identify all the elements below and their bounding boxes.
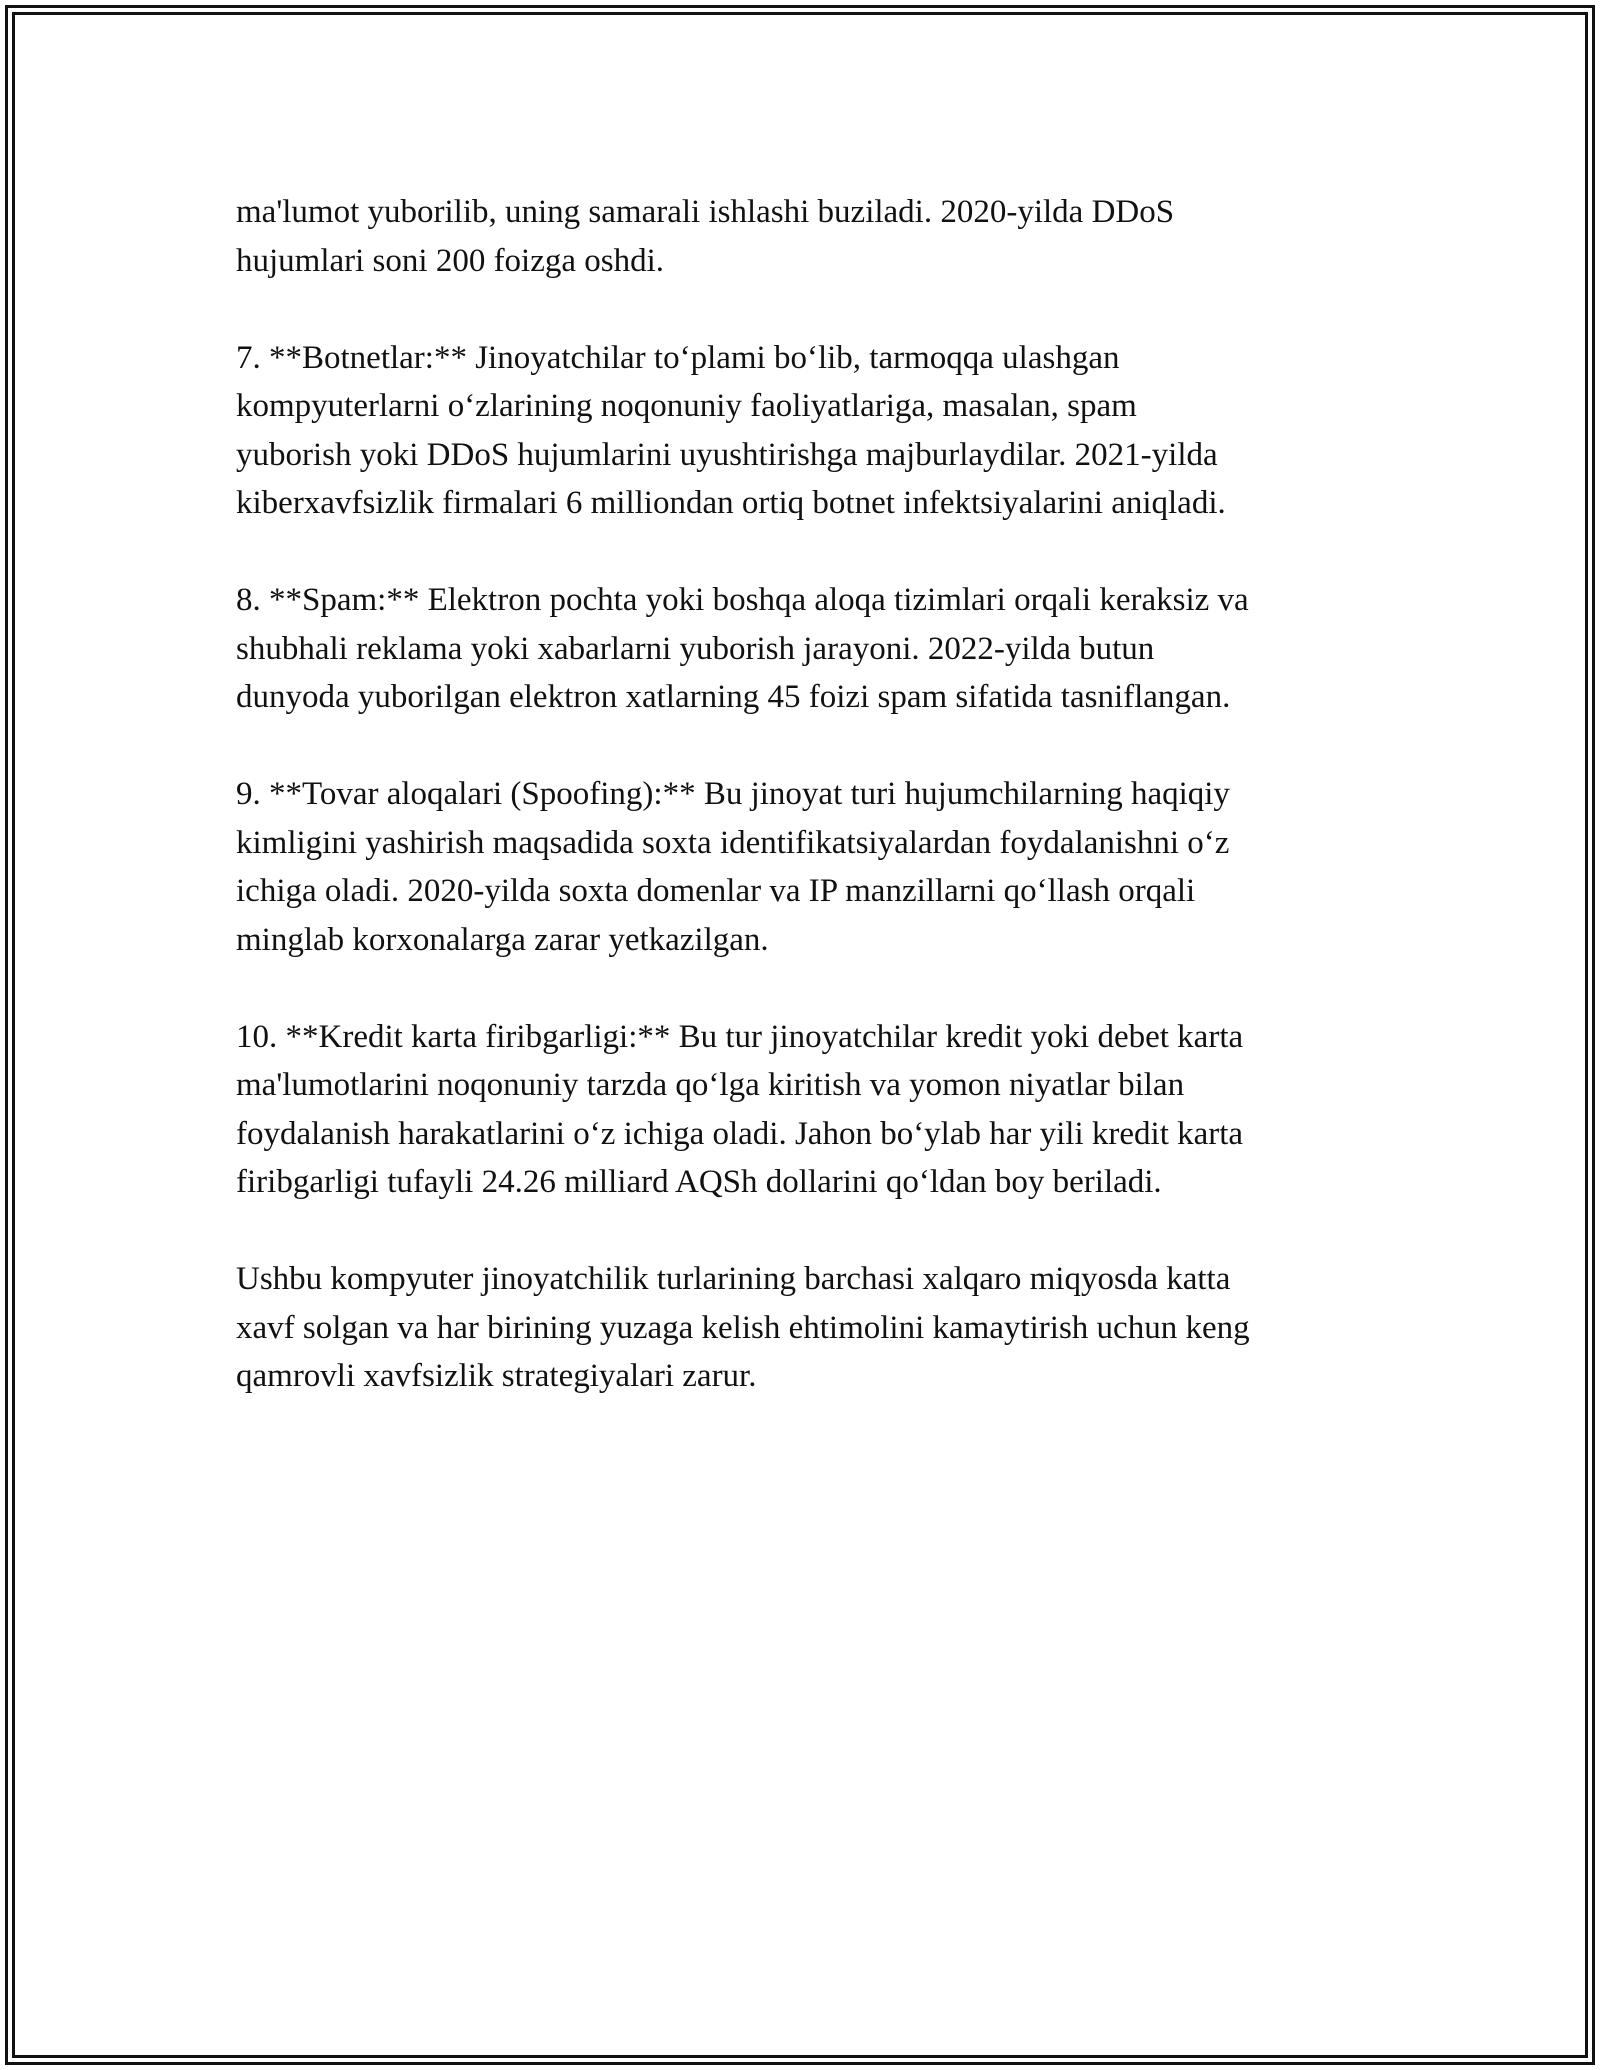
paragraph-ddos-continuation: ma'lumot yuborilib, uning samarali ishlashi buziladi. 2020-yilda DDoS hujumlari soni 200 foizga oshdi. bbox=[236, 194, 1175, 279]
paragraph-spoofing: 9. **Tovar aloqalari (Spoofing):** Bu jinoyat turi hujumchilarning haqiqiy kimligini yashirish maqsadida soxta identifikatsiyalardan foydalanishni o‘z ichiga oladi. 2020-yilda soxta domenlar va IP manzillarni qo‘llash orqali minglab korxonalarga zarar yetkazilgan. bbox=[236, 776, 1230, 958]
paragraph-botnets: 7. **Botnetlar:** Jinoyatchilar to‘plami bo‘lib, tarmoqqa ulashgan kompyuterlarni o‘zlarining noqonuniy faoliyatlariga, masalan, spam yuborish yoki DDoS hujumlarini uyushtirishga majburlaydilar. 2021-yilda kiberxavfsizlik firmalari 6 milliondan ortiq botnet infektsiyalarini aniqladi. bbox=[236, 339, 1226, 521]
paragraph-credit-card-fraud: 10. **Kredit karta firibgarligi:** Bu tur jinoyatchilar kredit yoki debet karta ma'lumotlarini noqonuniy tarzda qo‘lga kiritish va yomon niyatlar bilan foydalanish harakatlarini o‘z ichiga oladi. Jahon bo‘ylab har yili kredit karta firibgarligi tufayli 24.26 milliard AQSh dollarini qo‘ldan boy beriladi. bbox=[236, 1018, 1244, 1200]
document-body bbox=[236, 188, 1366, 1449]
paragraph-spam: 8. **Spam:** Elektron pochta yoki boshqa aloqa tizimlari orqali keraksiz va shubhali reklama yoki xabarlarni yuborish jarayoni. 2022-yilda butun dunyoda yuborilgan elektron xatlarning 45 foizi spam sifatida tasniflangan. bbox=[236, 582, 1249, 715]
paragraph-conclusion: Ushbu kompyuter jinoyatchilik turlarining barchasi xalqaro miqyosda katta xavf solgan va har birining yuzaga kelish ehtimolini kamaytirish uchun keng qamrovli xavfsizlik strategiyalari zarur. bbox=[236, 1261, 1250, 1394]
